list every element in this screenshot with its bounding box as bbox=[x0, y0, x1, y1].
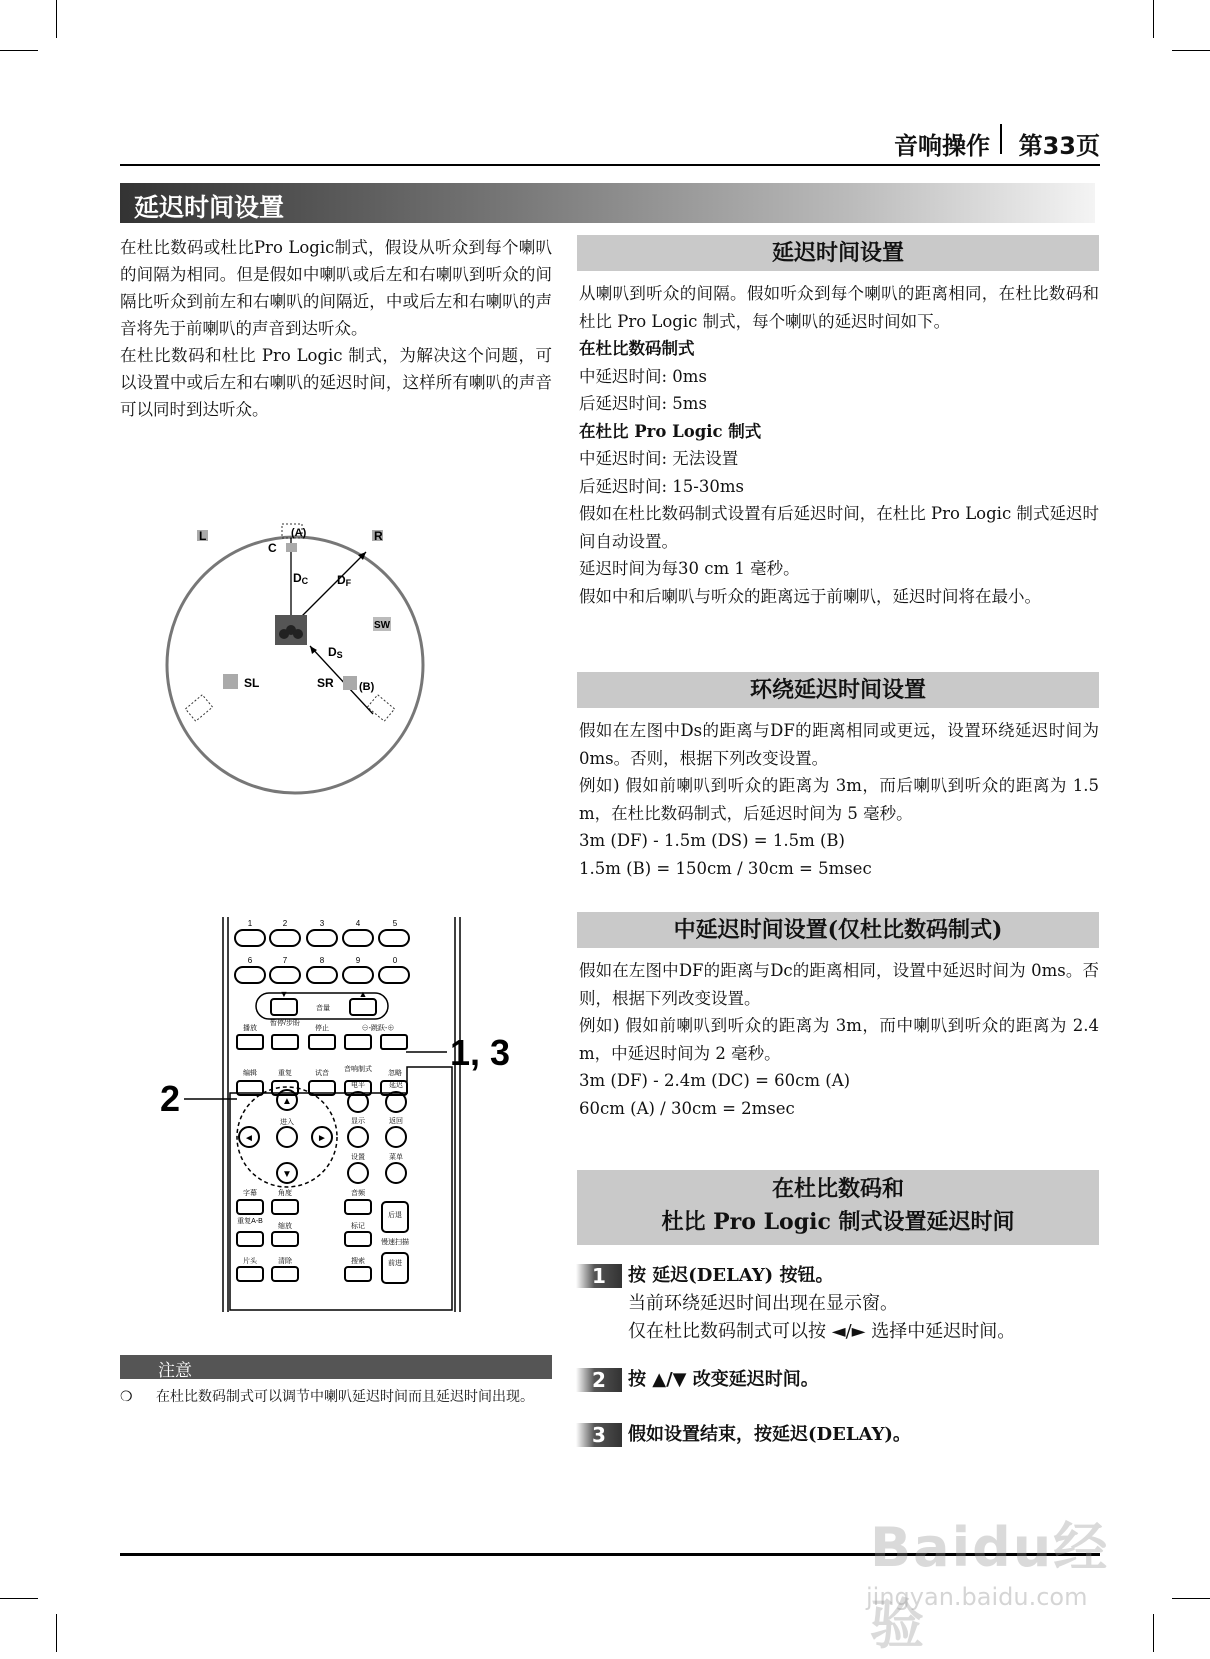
svg-text:搜索: 搜索 bbox=[351, 1258, 365, 1265]
step-2 bbox=[576, 1366, 1096, 1394]
speaker-c bbox=[286, 543, 297, 552]
sec3-f1: 3m (DF) - 2.4m (DC) = 60cm (A) bbox=[579, 1071, 851, 1090]
note bbox=[120, 1385, 552, 1410]
svg-text:2: 2 bbox=[282, 919, 288, 928]
page-title: 延迟时间设置 bbox=[134, 193, 285, 222]
remote-diagram bbox=[160, 915, 560, 1325]
svg-text:0: 0 bbox=[392, 956, 398, 965]
df-sub: F bbox=[345, 578, 352, 588]
sec1-p3: 假如中和后喇叭与听众的距离远于前喇叭，延迟时间将在最小。 bbox=[579, 586, 1041, 606]
svg-text:3: 3 bbox=[319, 919, 325, 928]
svg-text:DC bbox=[293, 571, 309, 586]
sec1-pl-center: 中延迟时间: 无法设置 bbox=[579, 449, 739, 468]
svg-text:字幕: 字幕 bbox=[243, 1190, 257, 1197]
point-a-label: (A) bbox=[291, 527, 307, 539]
step-text: 假如设置结束，按延迟(DELAY)。 bbox=[628, 1424, 911, 1445]
sec4-title-line2: 杜比 Pro Logic 制式设置延迟时间 bbox=[661, 1209, 1015, 1235]
df-label: D bbox=[337, 573, 346, 587]
sec2-body bbox=[579, 717, 1099, 882]
sec1-title: 延迟时间设置 bbox=[577, 235, 1099, 271]
svg-text:缩放: 缩放 bbox=[278, 1223, 292, 1230]
svg-text:慢速扫描: 慢速扫描 bbox=[381, 1239, 409, 1246]
svg-text:⊖-跳跃-⊕: ⊖-跳跃-⊕ bbox=[361, 1025, 395, 1032]
svg-text:片头: 片头 bbox=[243, 1258, 257, 1265]
svg-text:试音: 试音 bbox=[315, 1070, 329, 1077]
crop-mark bbox=[56, 0, 57, 38]
sec1-dd-head: 在杜比数码制式 bbox=[579, 339, 695, 358]
header-divider bbox=[1000, 124, 1002, 154]
sec4-title bbox=[577, 1170, 1099, 1245]
point-b-label: (B) bbox=[359, 681, 375, 693]
sec1-p1: 假如在杜比数码制式设置有后延迟时间，在杜比 Pro Logic 制式延迟时间自动设置。 bbox=[579, 504, 1099, 551]
svg-text:停止: 停止 bbox=[315, 1025, 329, 1032]
svg-text:播放: 播放 bbox=[243, 1025, 257, 1032]
svg-text:标记: 标记 bbox=[351, 1223, 365, 1230]
intro-paragraph: 在杜比数码或杜比Pro Logic制式，假设从听众到每个喇叭的间隔为相同。但是假如中喇叭或后左和右喇叭到听众的间隔比听众到前左和右喇叭的间隔近，中或后左和右喇叭的声音将先于前喇叭的声音到达听众。 bbox=[120, 238, 552, 338]
rear-right-outline bbox=[367, 695, 394, 721]
speaker-sl bbox=[223, 674, 238, 689]
crop-mark bbox=[1153, 0, 1154, 38]
df-line bbox=[302, 552, 366, 616]
sec1-dd-rear: 后延迟时间: 5ms bbox=[579, 394, 707, 413]
watermark-brand: Baidu经验 bbox=[870, 1516, 1110, 1656]
svg-text:►: ► bbox=[317, 1133, 327, 1144]
sec1-p2: 延迟时间为每30 cm 1 毫秒。 bbox=[579, 559, 800, 578]
sec2-p1: 假如在左图中Ds的距离与DF的距离相同或更远，设置环绕延迟时间为 0ms。否则，根据下列改变设置。 bbox=[579, 721, 1099, 768]
sec4-title-line1: 在杜比数码和 bbox=[771, 1176, 904, 1202]
svg-text:音量: 音量 bbox=[316, 1005, 330, 1012]
note-header bbox=[120, 1355, 552, 1379]
svg-text:角度: 角度 bbox=[278, 1190, 292, 1197]
svg-text:编辑: 编辑 bbox=[243, 1070, 257, 1077]
svg-text:▼: ▼ bbox=[282, 1169, 292, 1180]
svg-text:清除: 清除 bbox=[278, 1258, 292, 1265]
step-1 bbox=[576, 1262, 1096, 1346]
svg-text:音频: 音频 bbox=[351, 1190, 365, 1197]
sec1-body bbox=[579, 280, 1099, 610]
sec2-f2: 1.5m (B) = 150cm / 30cm = 5msec bbox=[579, 858, 872, 878]
svg-text:暂停/步盼: 暂停/步盼 bbox=[270, 1020, 300, 1027]
ds-label: D bbox=[328, 645, 337, 659]
speaker-l-label: L bbox=[199, 529, 207, 543]
step-text: 按 ▲/▼ 改变延迟时间。 bbox=[628, 1369, 819, 1390]
watermark-url: jingyan.baidu.com bbox=[866, 1583, 1088, 1611]
svg-text:▲: ▲ bbox=[282, 1096, 292, 1107]
svg-text:▼: ▼ bbox=[279, 989, 289, 999]
page-header bbox=[120, 120, 1100, 166]
sec1-dd-center: 中延迟时间: 0ms bbox=[579, 366, 707, 386]
sec3-title: 中延迟时间设置(仅杜比数码制式) bbox=[577, 912, 1099, 948]
svg-text:电平: 电平 bbox=[351, 1082, 365, 1089]
svg-text:进入: 进入 bbox=[280, 1119, 294, 1126]
sec3-p2: 例如) 假如前喇叭到听众的距离为 3m，而中喇叭到听众的距离为 2.4 m，中延迟时间为 2 毫秒。 bbox=[579, 1016, 1099, 1063]
ds-sub: S bbox=[336, 650, 343, 660]
svg-text:5: 5 bbox=[392, 919, 398, 928]
sec2-title: 环绕延迟时间设置 bbox=[577, 672, 1099, 708]
svg-text:6: 6 bbox=[247, 956, 253, 965]
sec3-f2: 60cm (A) / 30cm = 2msec bbox=[579, 1098, 795, 1118]
speaker-sw-label: SW bbox=[374, 620, 391, 631]
step-3 bbox=[576, 1421, 1096, 1449]
speaker-sr-label: SR bbox=[317, 676, 334, 690]
dc-label: D bbox=[293, 571, 302, 585]
svg-text:设置: 设置 bbox=[351, 1154, 365, 1161]
svg-text:重复: 重复 bbox=[278, 1070, 292, 1077]
svg-text:▲: ▲ bbox=[358, 989, 368, 999]
step-number: 2 bbox=[576, 1368, 622, 1392]
dc-sub: C bbox=[301, 576, 309, 586]
speaker-r-label: R bbox=[374, 529, 383, 543]
sec1-intro: 从喇叭到听众的间隔。假如听众到每个喇叭的距离相同，在杜比数码和杜比 Pro Logic 制式，每个喇叭的延迟时间如下。 bbox=[579, 284, 1099, 331]
step-number: 1 bbox=[576, 1264, 622, 1288]
note-text: 在杜比数码制式可以调节中喇叭延迟时间而且延迟时间出现。 bbox=[156, 1389, 534, 1405]
sec3-body bbox=[579, 957, 1099, 1122]
svg-text:8: 8 bbox=[319, 956, 325, 965]
note-title: 注意 bbox=[158, 1361, 192, 1381]
svg-text:延迟: 延迟 bbox=[389, 1082, 403, 1089]
svg-text:7: 7 bbox=[282, 956, 288, 965]
svg-text:4: 4 bbox=[355, 919, 361, 928]
section-title: 音响操作 bbox=[894, 132, 990, 160]
note-bullet: ❍ bbox=[120, 1389, 133, 1405]
left-intro bbox=[120, 234, 552, 423]
watermark bbox=[860, 1505, 1150, 1656]
svg-text:音响制式: 音响制式 bbox=[344, 1066, 372, 1073]
sec3-p1: 假如在左图中DF的距离与Dc的距离相同，设置中延迟时间为 0ms。否则，根据下列改变设置。 bbox=[579, 961, 1099, 1008]
svg-text:前进: 前进 bbox=[388, 1260, 402, 1267]
svg-text:菜单: 菜单 bbox=[389, 1154, 403, 1161]
sec1-pl-head: 在杜比 Pro Logic 制式 bbox=[579, 421, 762, 441]
crop-mark bbox=[0, 1598, 38, 1599]
callout-1-3: 1, 3 bbox=[450, 1032, 511, 1073]
svg-text:显示: 显示 bbox=[351, 1118, 365, 1125]
callout-2: 2 bbox=[160, 1078, 181, 1119]
svg-text:◄: ◄ bbox=[244, 1133, 254, 1144]
svg-text:重复A-B: 重复A-B bbox=[237, 1218, 263, 1225]
sec2-p2: 例如) 假如前喇叭到听众的距离为 3m，而后喇叭到听众的距离为 1.5 m，在杜比数码制式，后延迟时间为 5 毫秒。 bbox=[579, 776, 1099, 823]
speaker-diagram bbox=[160, 520, 450, 820]
title-banner bbox=[120, 183, 1095, 223]
svg-text:返回: 返回 bbox=[389, 1118, 403, 1125]
crop-mark bbox=[1172, 1598, 1210, 1599]
crop-mark bbox=[1172, 50, 1210, 51]
crop-mark bbox=[0, 50, 38, 51]
step-text: 按 延迟(DELAY) 按钮。 当前环绕延迟时间出现在显示窗。 仅在杜比数码制式可以按 ◄/► 选择中延迟时间。 bbox=[628, 1265, 1016, 1342]
svg-text:DF bbox=[337, 573, 352, 588]
crop-mark bbox=[56, 1614, 57, 1652]
intro-paragraph: 在杜比数码和杜比 Pro Logic 制式，为解决这个问题，可以设置中或后左和右喇叭的延迟时间，这样所有喇叭的声音可以同时到达听众。 bbox=[120, 346, 552, 419]
crop-mark bbox=[1153, 1614, 1154, 1652]
svg-text:1: 1 bbox=[247, 919, 253, 928]
svg-text:忽略: 忽略 bbox=[388, 1070, 402, 1077]
svg-text:后退: 后退 bbox=[388, 1212, 402, 1219]
step-number: 3 bbox=[576, 1423, 622, 1447]
speaker-sl-label: SL bbox=[244, 676, 260, 690]
svg-text:DS bbox=[328, 645, 343, 660]
svg-text:9: 9 bbox=[355, 956, 361, 965]
speaker-c-label: C bbox=[268, 541, 277, 555]
sec1-pl-rear: 后延迟时间: 15-30ms bbox=[579, 476, 744, 496]
page-number: 第33页 bbox=[1018, 132, 1100, 160]
rear-left-outline bbox=[185, 695, 212, 721]
speaker-sr bbox=[343, 676, 357, 690]
sec2-f1: 3m (DF) - 1.5m (DS) = 1.5m (B) bbox=[579, 831, 845, 850]
